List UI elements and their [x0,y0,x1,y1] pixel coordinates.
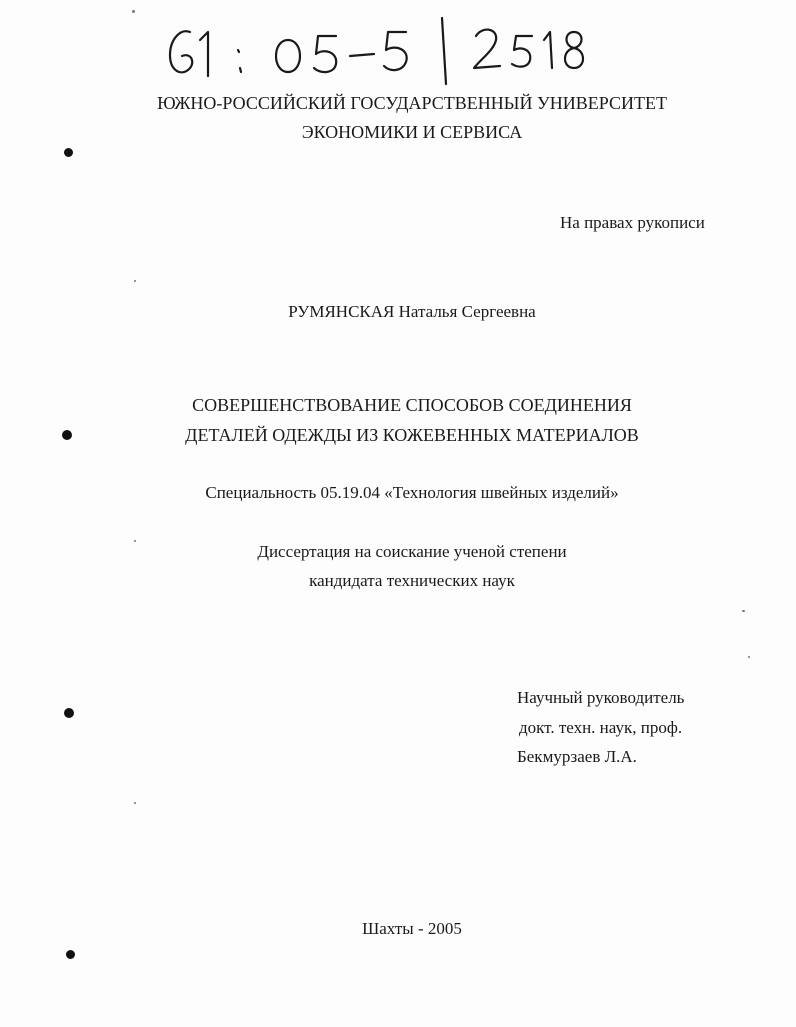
scan-speck [748,656,750,658]
rights-note: На правах рукописи [560,213,705,232]
scan-speck [134,280,136,282]
author-surname: РУМЯНСКАЯ [288,302,395,321]
scan-speck [132,10,135,13]
scan-speck [134,802,136,804]
supervisor-degree: докт. техн. наук, проф. [519,718,683,737]
scan-dot [64,708,74,718]
supervisor-label: Научный руководитель [517,688,685,707]
handwritten-archive-code [160,10,600,90]
author-name [0,301,796,323]
scan-dot [64,148,73,157]
specialty: Специальность 05.19.04 «Технология швейных изделий» [205,483,619,502]
author-given-names: Наталья Сергеевна [398,302,536,321]
scan-speck [742,610,745,612]
place-year: Шахты - 2005 [362,919,462,938]
university-name-line2: ЭКОНОМИКИ И СЕРВИСА [301,122,523,142]
supervisor-name: Бекмурзаев Л.А. [517,747,637,766]
dissertation-title-line2: ДЕТАЛЕЙ ОДЕЖДЫ ИЗ КОЖЕВЕННЫХ МАТЕРИАЛОВ [185,425,639,445]
scan-dot [66,950,75,959]
degree-line1: Диссертация на соискание ученой степени [257,542,567,561]
degree-line2: кандидата технических наук [309,571,515,590]
university-name-line1: ЮЖНО-РОССИЙСКИЙ ГОСУДАРСТВЕННЫЙ УНИВЕРСИТЕТ [157,93,667,113]
dissertation-title-line1: СОВЕРШЕНСТВОВАНИЕ СПОСОБОВ СОЕДИНЕНИЯ [192,395,632,415]
